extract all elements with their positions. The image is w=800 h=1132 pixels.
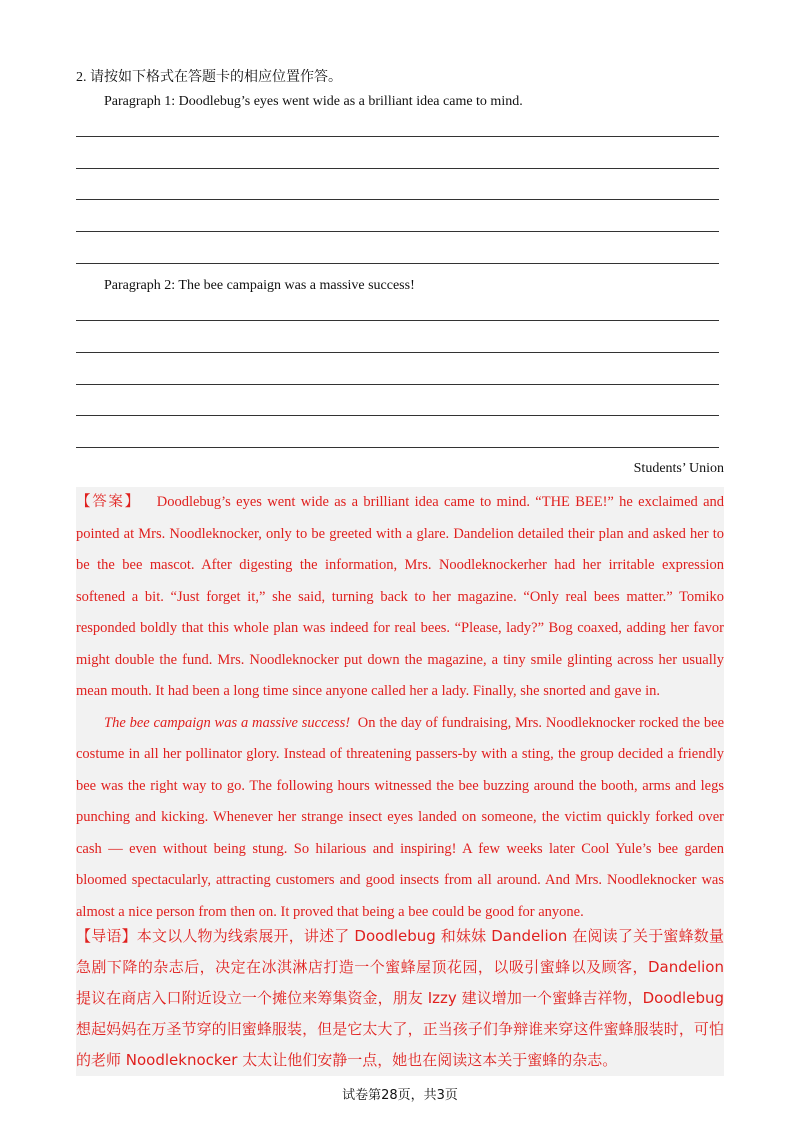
answer-paragraph-2 — [76, 708, 724, 929]
paragraph2-prompt: Paragraph 2: The bee campaign was a massive success! — [104, 278, 415, 293]
answer-line — [76, 263, 719, 264]
answer-line — [76, 231, 719, 232]
answer-text-1: Doodlebug’s eyes went wide as a brilliant idea came to mind. “THE BEE!” he exclaimed and pointed at Mrs. Noodleknocker, only to be greeted with a glare. Dandelion detailed their plan and asked her to be the bee mascot. After digesting the information, Mrs. Noodleknockerher had her irritable expression softened a bit. “Just forget it,” she said, turning back to her magazine. “Only real bees matter.” Tomiko responded boldly that this whole plan was indeed for real bees. “Please, lady?” Bog coaxed, adding her favor might double the fund. Mrs. Noodleknocker put down the magazine, a tiny smile glinting across her usually mean mouth. It had been a long time since anyone called her a lady. Finally, she snorted and gave in. — [76, 494, 725, 699]
guide-tag: 【导语】 — [76, 927, 137, 945]
answer-section — [76, 487, 724, 928]
question-instruction: 2. 请按如下格式在答题卡的相应位置作答。 — [76, 70, 342, 85]
answer-line — [76, 136, 719, 137]
guide-text: 本文以人物为线索展开，讲述了 Doodlebug 和妹妹 Dandelion 在阅读了关于蜜蜂数量急剧下降的杂志后，决定在冰淇淋店打造一个蜜蜂屋顶花园，以吸引蜜蜂以及顾客，Dandelion 提议在商店入口附近设立一个摊位来筹集资金，朋友 Izzy 建议增加一个蜜蜂吉祥物，Doodlebug 想起妈妈在万圣节穿的旧蜜蜂服装，但是它太大了，正当孩子们争辩谁来穿这件蜜蜂服装时，可怕的老师 Noodleknocker 太太让他们安静一点，她也在阅读这本关于蜜蜂的杂志。 — [76, 927, 724, 1069]
answer-line — [76, 447, 719, 448]
answer-line — [76, 168, 719, 169]
answer-line — [76, 415, 719, 416]
guide-section — [76, 921, 724, 1076]
answer-text-2: On the day of fundraising, Mrs. Noodleknocker rocked the bee costume in all her pollinator glory. Instead of threatening passers-by with a sting, the group decided a friendly bee was the right way to go. The following hours witnessed the bee buzzing around the booth, arms and legs punching and kicking. Whenever her strange insect eyes landed on someone, the victim quickly forked over cash — even without being stung. So hilarious and inspiring! A few weeks later Cool Yule’s bee garden bloomed spectacularly, attracting customers and good insects from all around. And Mrs. Noodleknocker was almost a nice person from then on. It proved that being a bee could be good for anyone. — [76, 714, 725, 920]
paragraph1-prompt: Paragraph 1: Doodlebug’s eyes went wide as a brilliant idea came to mind. — [104, 94, 523, 109]
signature: Students’ Union — [633, 461, 724, 476]
answer-paragraph-1 — [76, 487, 724, 708]
answer-line — [76, 352, 719, 353]
answer-line — [76, 384, 719, 385]
answer-paragraph-2-lead: The bee campaign was a massive success! — [104, 714, 351, 731]
answer-line — [76, 320, 719, 321]
page-footer: 试卷第28页，共3页 — [342, 1088, 458, 1103]
answer-tag: 【答案】 — [76, 494, 141, 510]
answer-line — [76, 199, 719, 200]
